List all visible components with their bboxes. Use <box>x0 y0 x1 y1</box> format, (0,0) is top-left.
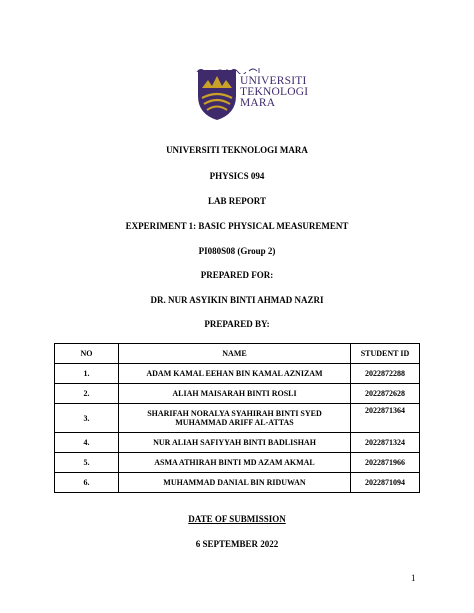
cell-name: MUHAMMAD DANIAL BIN RIDUWAN <box>119 473 351 493</box>
cell-student-id: 2022872288 <box>351 364 420 384</box>
cell-no: 6. <box>55 473 119 493</box>
table-row <box>55 433 420 453</box>
prepared-by-label: PREPARED BY: <box>204 319 270 329</box>
university-name: UNIVERSITI TEKNOLOGI MARA <box>166 145 308 155</box>
submission-label-text: DATE OF SUBMISSION <box>188 514 286 524</box>
logo-line-2: TEKNOLOGI <box>240 86 309 98</box>
header-name: NAME <box>119 344 351 364</box>
cell-name: ALIAH MAISARAH BINTI ROSLI <box>119 384 351 404</box>
report-type: LAB REPORT <box>208 196 266 206</box>
cell-name: ASMA ATHIRAH BINTI MD AZAM AKMAL <box>119 453 351 473</box>
uitm-crest-icon <box>196 66 238 122</box>
table-row <box>55 364 420 384</box>
submission-label <box>0 514 474 524</box>
cell-name-line-2: MUHAMMAD ARIFF AL-ATTAS <box>175 418 294 427</box>
cell-student-id: 2022871324 <box>351 433 420 453</box>
prepared-for-label: PREPARED FOR: <box>200 270 274 280</box>
uitm-logo <box>196 66 316 122</box>
table-row <box>55 384 420 404</box>
lecturer-name: DR. NUR ASYIKIN BINTI AHMAD NAZRI <box>150 295 324 305</box>
header-no: NO <box>55 344 119 364</box>
submission-date: 6 SEPTEMBER 2022 <box>195 539 279 549</box>
logo-line-1: UNIVERSITI <box>240 75 307 87</box>
header-student-id: STUDENT ID <box>351 344 420 364</box>
cell-student-id: 2022871966 <box>351 453 420 473</box>
group-code: PI080S08 (Group 2) <box>198 246 276 256</box>
jawi-script-icon <box>196 66 262 74</box>
logo-line-3: MARA <box>240 97 276 109</box>
logo-wordmark <box>240 76 308 109</box>
cell-name-line-1: SHARIFAH NORALYA SYAHIRAH BINTI SYED <box>147 409 322 418</box>
table-header-row <box>55 344 420 364</box>
cell-student-id: 2022872628 <box>351 384 420 404</box>
cell-no: 4. <box>55 433 119 453</box>
page-number: 1 <box>411 573 416 583</box>
cell-student-id: 2022871094 <box>351 473 420 493</box>
cell-no: 5. <box>55 453 119 473</box>
cell-no: 3. <box>55 404 119 433</box>
cell-name: ADAM KAMAL EEHAN BIN KAMAL AZNIZAM <box>119 364 351 384</box>
cell-name <box>119 404 351 433</box>
cell-no: 1. <box>55 364 119 384</box>
table-row <box>55 453 420 473</box>
cell-name: NUR ALIAH SAFIYYAH BINTI BADLISHAH <box>119 433 351 453</box>
cell-student-id: 2022871364 <box>351 404 420 433</box>
students-table <box>54 343 420 493</box>
cell-no: 2. <box>55 384 119 404</box>
experiment-title: EXPERIMENT 1: BASIC PHYSICAL MEASUREMENT <box>125 221 349 231</box>
course-code: PHYSICS 094 <box>209 171 265 181</box>
table-row <box>55 404 420 433</box>
table-row <box>55 473 420 493</box>
